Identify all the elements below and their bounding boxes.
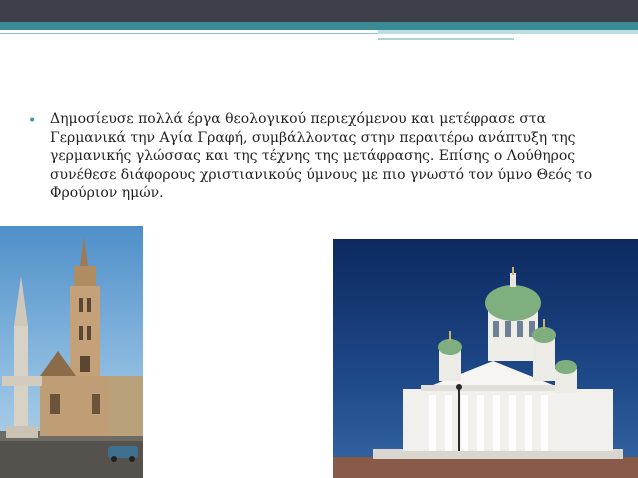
bullet-text: Δημοσίευσε πολλά έργα θεολογικού περιεχόμενου και μετέφρασε στα Γερμανικά την Αγία Γραφή, συμβάλλοντας στην περαιτέρω ανάπτυξη της γερμανικής γλώσσας και της τέχνης της μετάφρασης. Επίσης ο Λούθηρος συνέθεσε διάφορους χριστιανικούς ύμνους με πιο γνωστό τον ύμνο Θεός το Φρούριον ημών.	[50, 111, 593, 201]
header-accent-strip	[378, 30, 638, 34]
header-dark-bar	[0, 0, 638, 22]
bullet-item	[28, 110, 608, 203]
header-teal-band	[0, 22, 638, 30]
bullet-dot-icon: •	[28, 113, 37, 129]
header-accent-line	[378, 38, 514, 40]
church-tower-photo	[0, 226, 143, 478]
white-cathedral-photo	[333, 239, 638, 478]
cathedral-illustration	[333, 239, 638, 478]
church-tower-illustration	[0, 226, 143, 478]
